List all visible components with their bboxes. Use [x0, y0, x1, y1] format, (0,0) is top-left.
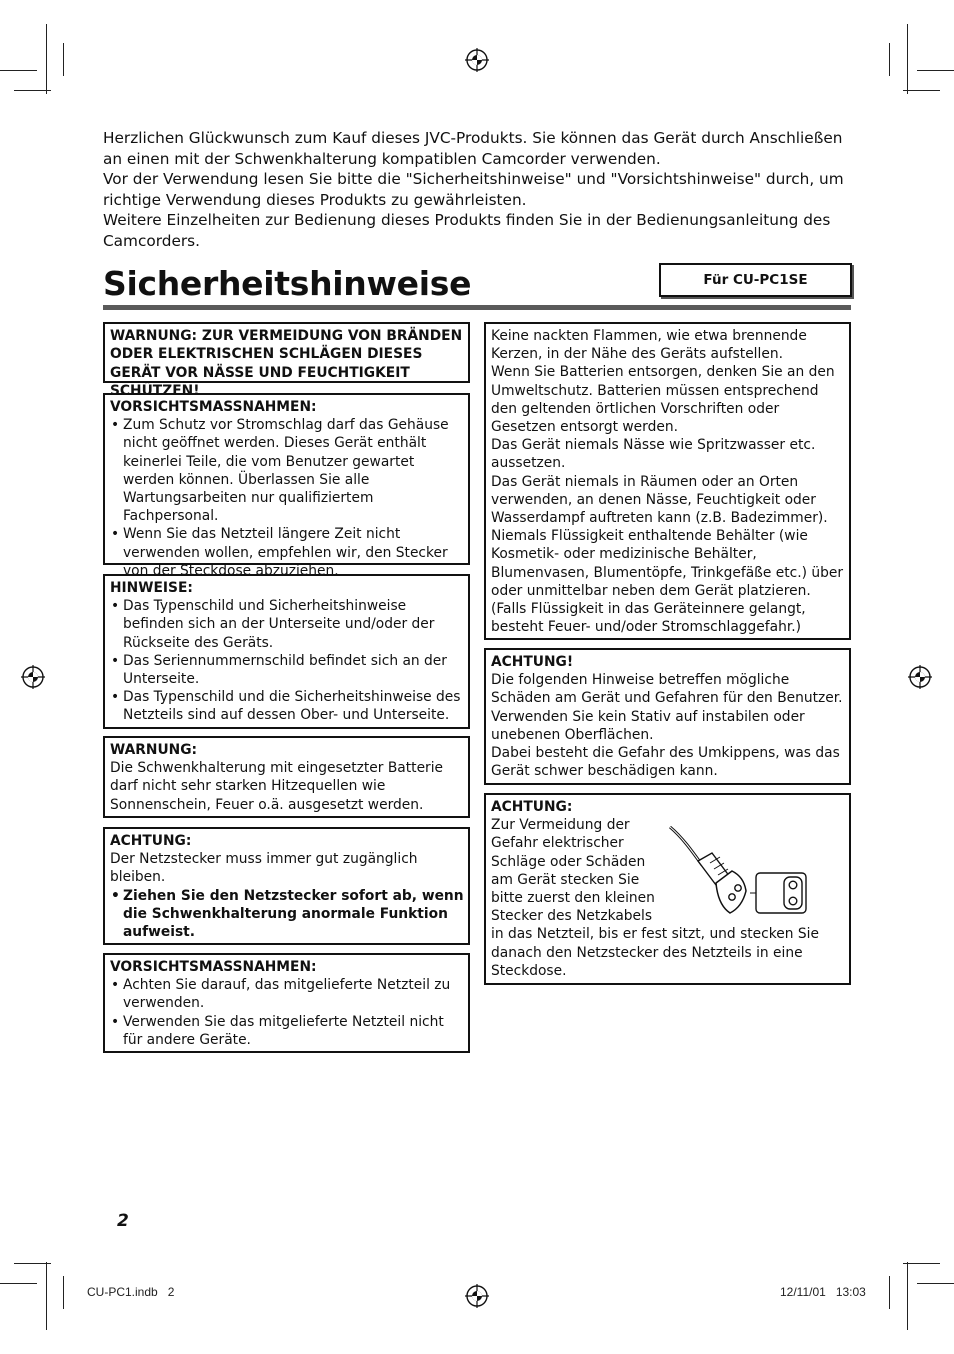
- footer-filename: CU-PC1.indb 2: [87, 1285, 175, 1299]
- precautions-box-1: [103, 393, 470, 579]
- list-item: • Ziehen Sie den Netzstecker sofort ab, wenn die Schwenkhalterung anormale Funktion aufweist.: [110, 887, 464, 942]
- intro-paragraph: Weitere Einzelheiten zur Bedienung dieses Produkts finden Sie in der Bedienungsanleitung des Camcorders.: [103, 211, 831, 250]
- caution-cable-text-continued: in das Netzteil, bis er fest sitzt, und stecken Sie danach den Netzstecker des Netzteils in eine Steckdose.: [491, 926, 819, 979]
- crop-mark: [917, 70, 954, 71]
- crop-mark: [903, 90, 940, 91]
- warning-box-fire: [103, 322, 470, 399]
- caution-list: [110, 887, 464, 942]
- warning-heat-text: Die Schwenkhalterung mit eingesetzter Batterie darf nicht sehr starken Hitzequellen wie Sonnenschein, Feuer o.ä. ausgesetzt werden.: [110, 760, 444, 813]
- list-item: • Das Typenschild und die Sicherheitshinweise des Netzteils sind auf dessen Ober- und Unterseite.: [110, 688, 464, 724]
- caution-cable-text: Zur Vermeidung der Gefahr elektrischer Schläge oder Schäden am Gerät stecken Sie bitte zuerst den kleinen Stecker des Netzkabels: [491, 817, 655, 925]
- crop-mark: [63, 1276, 64, 1309]
- list-item: • Wenn Sie das Netzteil längere Zeit nicht verwenden wollen, empfehlen wir, den Stecker von der Steckdose abzuziehen.: [110, 525, 464, 580]
- crop-mark: [907, 1262, 908, 1330]
- crop-mark: [14, 90, 51, 91]
- safety-paragraph: Das Gerät niemals Nässe wie Spritzwasser etc. aussetzen.: [491, 437, 816, 472]
- list-item: • Das Typenschild und Sicherheitshinweise befinden sich an der Unterseite und/oder der Rückseite des Geräts.: [110, 597, 464, 652]
- list-item: • Achten Sie darauf, das mitgelieferte Netzteil zu verwenden.: [110, 976, 464, 1012]
- safety-paragraph: Keine nackten Flammen, wie etwa brennende Kerzen, in der Nähe des Geräts aufstellen.: [491, 328, 807, 363]
- registration-mark-icon: [465, 1284, 489, 1308]
- notes-box: [103, 574, 470, 729]
- list-item: • Das Seriennummernschild befindet sich an der Unterseite.: [110, 652, 464, 688]
- crop-mark: [0, 70, 37, 71]
- precautions-list: [110, 976, 464, 1049]
- registration-mark-icon: [908, 665, 932, 689]
- warning-fire-text: WARNUNG: ZUR VERMEIDUNG VON BRÄNDEN ODER ELEKTRISCHEN SCHLÄGEN DIESES GERÄT VOR NÄSSE UND FEUCHTIGKEIT SCHÜTZEN!: [110, 328, 463, 399]
- caution-plug-text: Der Netzstecker muss immer gut zugänglich bleiben.: [110, 851, 418, 886]
- crop-mark: [889, 43, 890, 76]
- warning-heading: WARNUNG:: [110, 742, 198, 758]
- intro-text: [103, 128, 853, 252]
- crop-mark: [0, 1283, 37, 1284]
- caution-box-cable: [484, 793, 851, 985]
- crop-mark: [907, 24, 908, 94]
- crop-mark: [889, 1276, 890, 1309]
- registration-mark-icon: [21, 665, 45, 689]
- crop-mark: [917, 1283, 954, 1284]
- caution-line: Verwenden Sie kein Stativ auf instabilen oder unebenen Oberflächen.: [491, 708, 805, 743]
- precautions-box-2: [103, 953, 470, 1053]
- caution-heading: ACHTUNG:: [491, 799, 573, 815]
- safety-paragraph: Niemals Flüssigkeit enthaltende Behälter (wie Kosmetik- oder medizinische Behälter, Blumenvasen, Blumentöpfe, Trinkgefäße etc.) über oder unmittelbar neben dem Gerät platzieren. (Falls Flüssigkeit in das Geräteinnere gelangt, besteht Feuer- und/oder Stromschlaggefahr.): [491, 528, 844, 636]
- registration-mark-icon: [465, 48, 489, 72]
- safety-paragraph: Wenn Sie Batterien entsorgen, denken Sie an den Umweltschutz. Batterien müssen entsprechend den geltenden örtlichen Vorschriften oder Gesetzen entsorgt werden.: [491, 364, 835, 436]
- page-number: 2: [117, 1211, 129, 1231]
- caution-heading: ACHTUNG!: [491, 654, 574, 670]
- notes-heading: HINWEISE:: [110, 580, 193, 596]
- precautions-heading: VORSICHTSMASSNAHMEN:: [110, 959, 317, 975]
- crop-mark: [14, 1263, 51, 1264]
- caution-heading: ACHTUNG:: [110, 833, 192, 849]
- caution-line: Dabei besteht die Gefahr des Umkippens, was das Gerät schwer beschädigen kann.: [491, 745, 840, 780]
- list-item: • Zum Schutz vor Stromschlag darf das Gehäuse nicht geöffnet werden. Dieses Gerät enthält keinerlei Teile, die vom Benutzer gewartet werden können. Überlassen Sie alle Wartungsarbeiten nur qualifiziertem Fachpersonal.: [110, 416, 464, 525]
- title-rule: [103, 305, 851, 310]
- safety-paragraph: Das Gerät niemals in Räumen oder an Orten verwenden, an denen Nässe, Feuchtigkeit oder Wasserdampf auftreten kann (z.B. Badezimmer).: [491, 473, 828, 527]
- footer-timestamp: 12/11/01 13:03: [780, 1285, 866, 1299]
- precautions-list: [110, 416, 464, 580]
- intro-paragraph: Vor der Verwendung lesen Sie bitte die "Sicherheitshinweise" und "Vorsichtshinweise" durch, um richtige Verwendung dieses Produkts zu gewährleisten.: [103, 170, 844, 209]
- notes-list: [110, 597, 464, 724]
- crop-mark: [46, 24, 47, 94]
- caution-box-plug: [103, 827, 470, 945]
- caution-box-tripod: [484, 648, 851, 785]
- power-cable-plug-illustration: [668, 825, 810, 921]
- warning-box-heat: [103, 736, 470, 818]
- caution-line: Die folgenden Hinweise betreffen mögliche Schäden am Gerät und Gefahren für den Benutzer.: [491, 672, 843, 707]
- crop-mark: [46, 1262, 47, 1330]
- crop-mark: [63, 43, 64, 76]
- intro-paragraph: Herzlichen Glückwunsch zum Kauf dieses JVC-Produkts. Sie können das Gerät durch Anschließen an einen mit der Schwenkhalterung kompatiblen Camcorder verwenden.: [103, 129, 843, 168]
- precautions-heading: VORSICHTSMASSNAHMEN:: [110, 399, 317, 415]
- model-label: Für CU-PC1SE: [659, 263, 852, 297]
- list-item: • Verwenden Sie das mitgelieferte Netzteil nicht für andere Geräte.: [110, 1013, 464, 1049]
- general-safety-box: [484, 322, 851, 640]
- crop-mark: [903, 1263, 940, 1264]
- page-title: Sicherheitshinweise: [103, 264, 472, 303]
